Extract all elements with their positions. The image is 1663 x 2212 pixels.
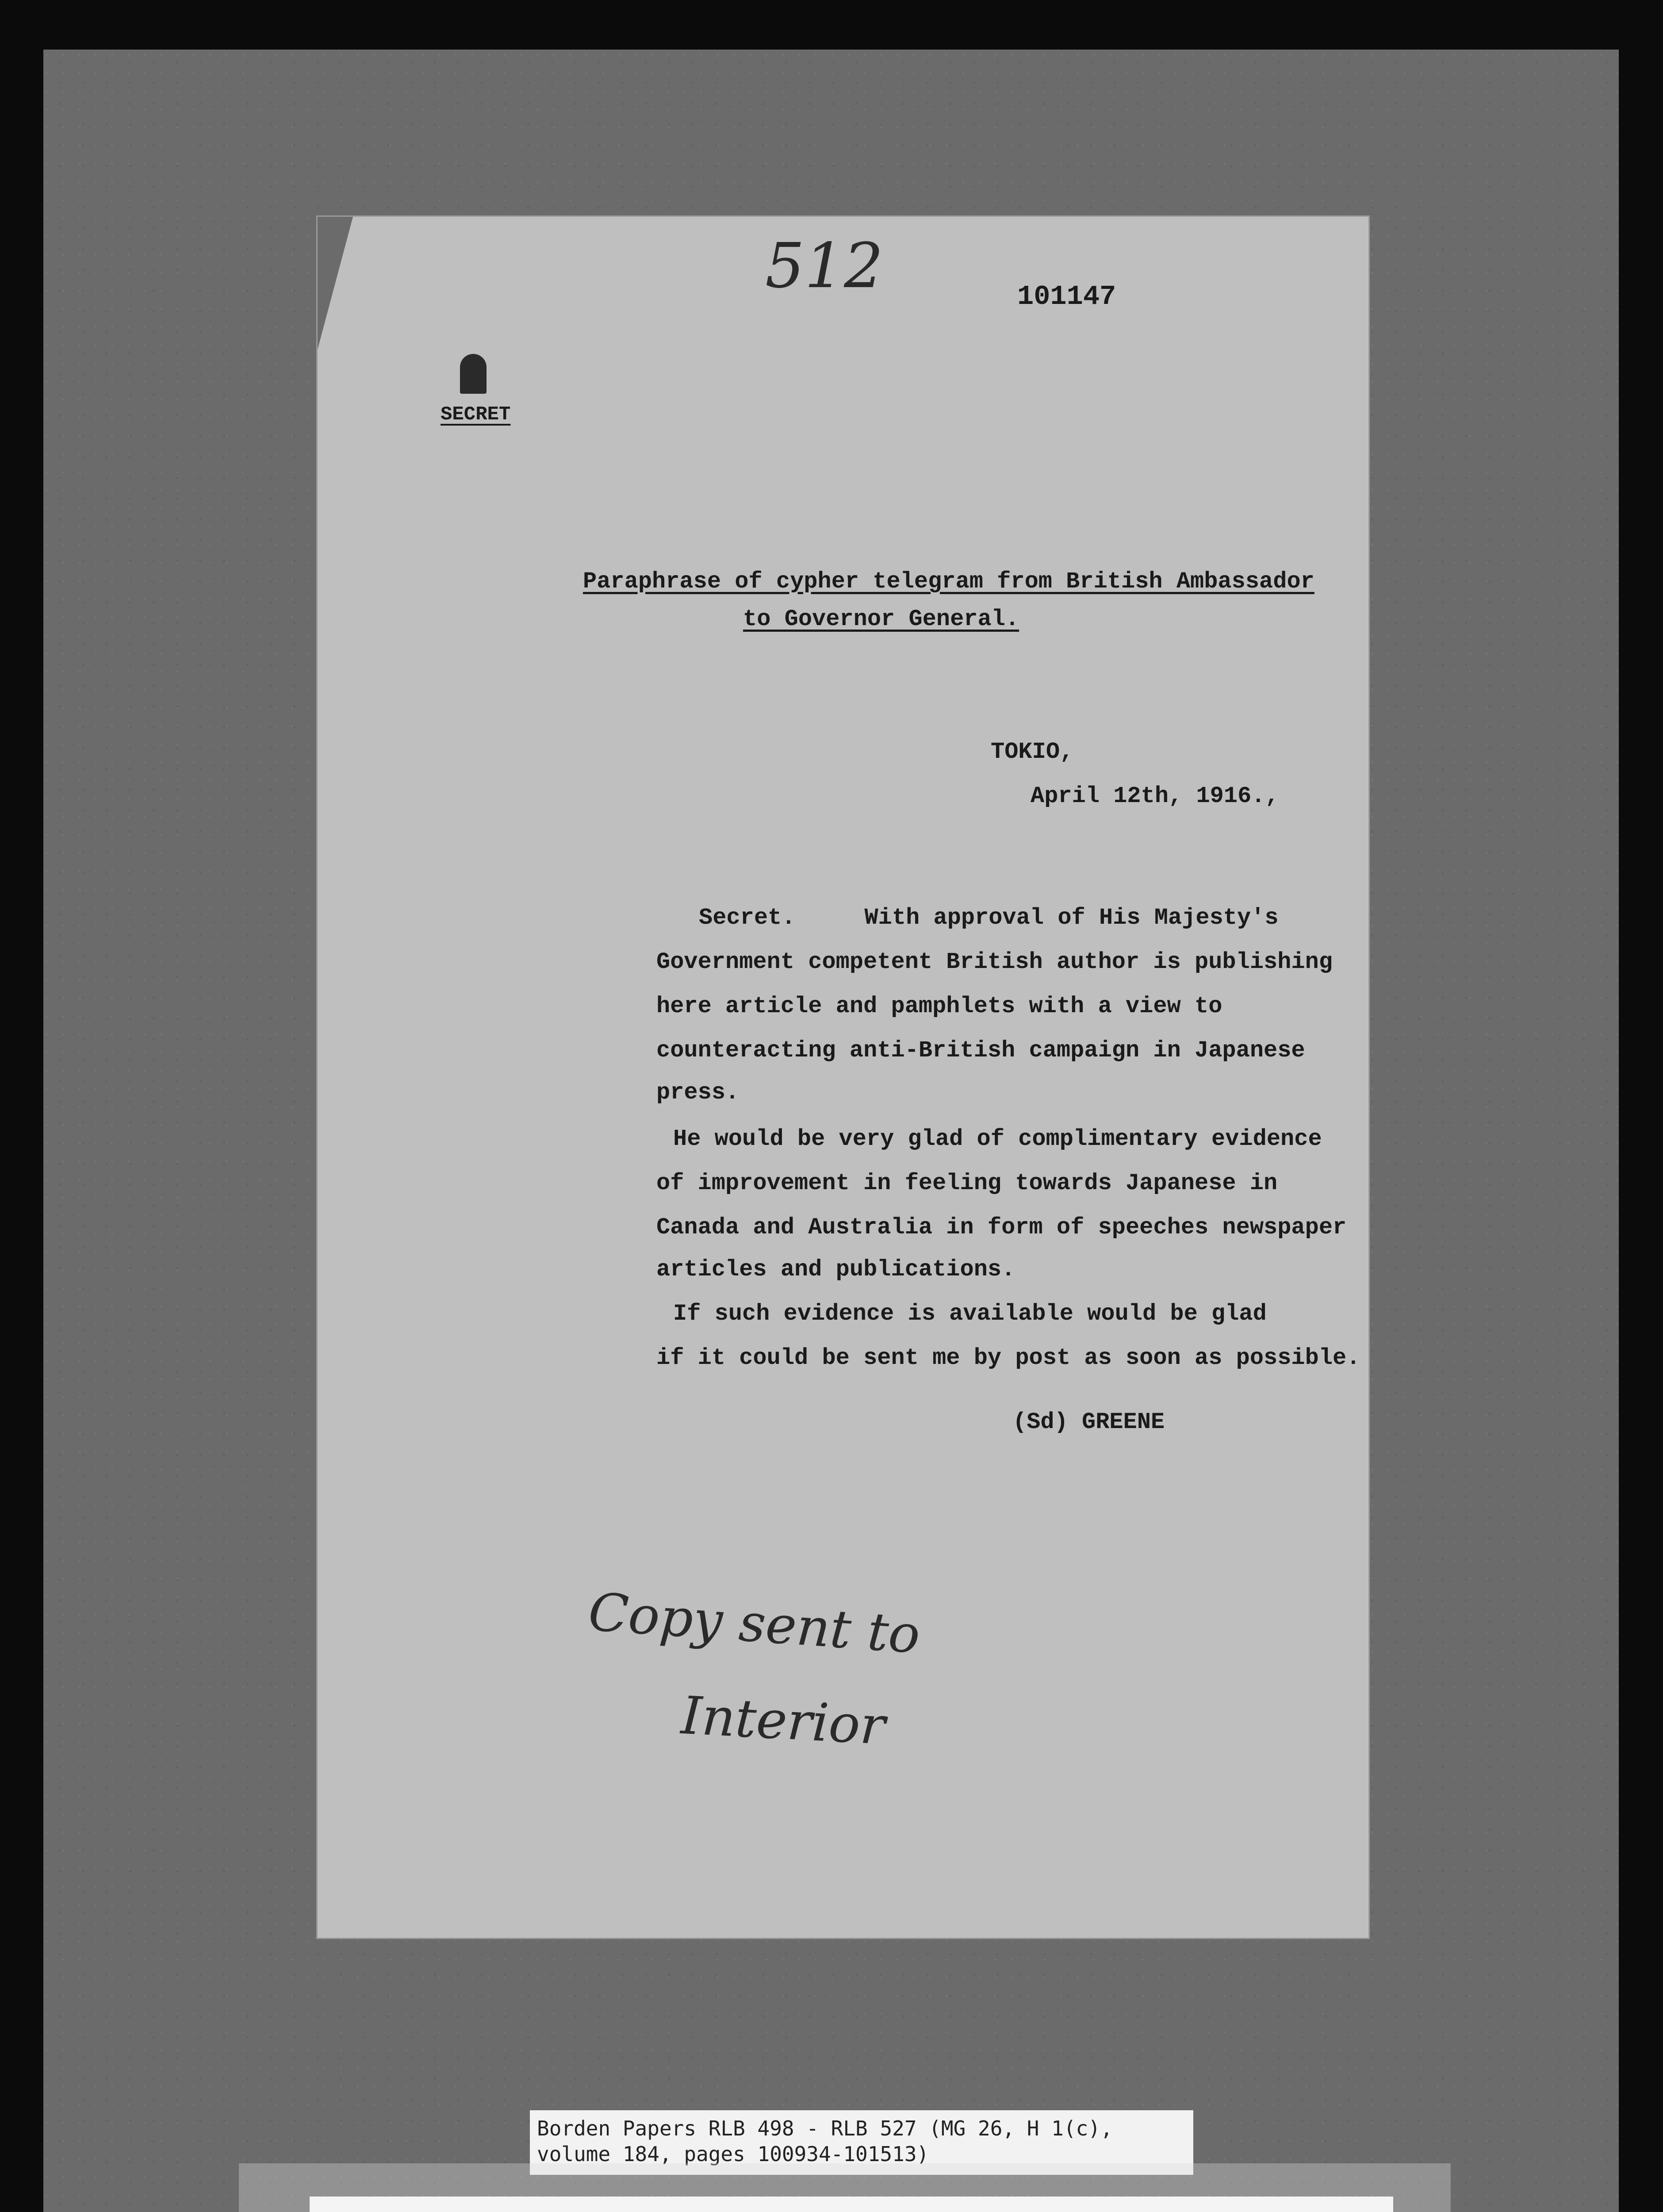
handwritten-note-line1: Copy sent to: [586, 1581, 922, 1666]
body-line: of improvement in feeling towards Japanese in: [656, 1170, 1278, 1196]
signature: (Sd) GREENE: [1013, 1409, 1165, 1435]
handwritten-note-line2: Interior: [679, 1685, 887, 1756]
body-line: If such evidence is available would be glad: [604, 1301, 1267, 1327]
classification-label: SECRET: [441, 403, 511, 426]
body-line: articles and publications.: [656, 1256, 1015, 1283]
body-line: Canada and Australia in form of speeches newspaper: [656, 1214, 1347, 1240]
body-line: press.: [656, 1079, 740, 1106]
source-label-line2: volume 184, pages 100934-101513): [537, 2142, 929, 2166]
body-line: Secret. With approval of His Majesty's: [699, 905, 1279, 931]
folio-number-handwritten: 512: [765, 230, 884, 302]
secret-stamp-icon: [460, 354, 487, 394]
body-line: here article and pamphlets with a view to: [656, 993, 1222, 1019]
place: TOKIO,: [991, 739, 1074, 765]
document-title-line1: Paraphrase of cypher telegram from British Ambassador: [583, 568, 1314, 595]
body-line: Government competent British author is publishing: [656, 949, 1333, 975]
torn-corner: [318, 217, 353, 349]
document-title-line2: to Governor General.: [743, 606, 1019, 632]
body-line: counteracting anti-British campaign in Japanese: [656, 1037, 1305, 1064]
archive-label: [310, 2197, 1393, 2212]
source-label-line1: Borden Papers RLB 498 - RLB 527 (MG 26, H 1(c),: [537, 2116, 1113, 2140]
reference-number: 101147: [1017, 281, 1116, 312]
document-page: [318, 217, 1368, 1938]
date: April 12th, 1916.,: [1031, 783, 1279, 809]
body-line: He would be very glad of complimentary evidence: [604, 1126, 1322, 1152]
body-line: if it could be sent me by post as soon as possible.: [656, 1345, 1360, 1371]
